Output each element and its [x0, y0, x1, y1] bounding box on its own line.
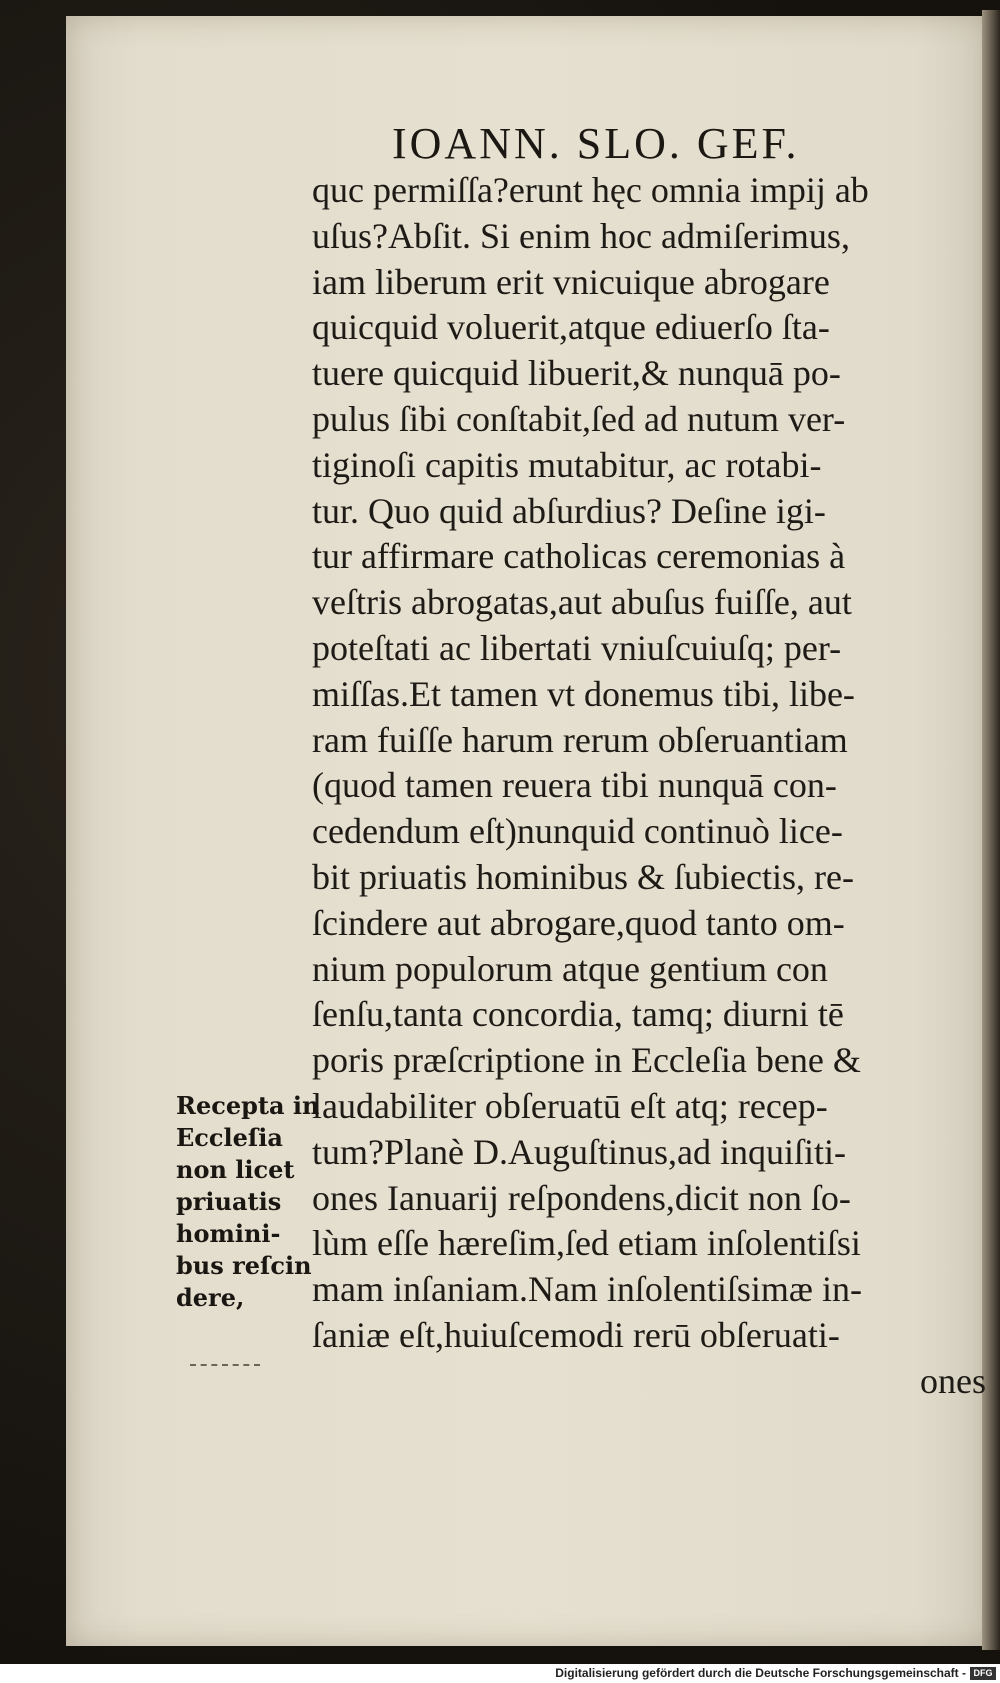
- text-line: uſus?Abſit. Si enim hoc admiſerimus,: [312, 215, 850, 256]
- text-line: poris præſcriptione in Eccleſia bene &: [312, 1040, 861, 1081]
- text-line: veſtris abrogatas,aut abuſus fuiſſe, aut: [312, 582, 852, 623]
- text-line: ſaniæ eſt,huiuſcemodi rerū obſeruati-: [312, 1314, 840, 1355]
- text-line: mam inſaniam.Nam inſolentiſsimæ in-: [312, 1269, 862, 1310]
- digitization-credit: Digitalisierung gefördert durch die Deutsche Forschungsgemeinschaft -: [555, 1666, 966, 1680]
- marginal-note-line: homini-: [176, 1219, 281, 1248]
- text-line: cedendum eſt)nunquid continuò lice-: [312, 811, 843, 852]
- marginal-note-line: priuatis: [176, 1187, 282, 1216]
- dfg-logo: DFG: [970, 1667, 996, 1680]
- text-line: tum?Planè D.Auguſtinus,ad inquiſiti-: [312, 1131, 846, 1172]
- text-line: nium populorum atque gentium con: [312, 948, 828, 989]
- marginal-rule: [190, 1364, 260, 1366]
- text-line: quc permiſſa?erunt hęc omnia impij ab: [312, 170, 869, 210]
- marginal-note: [176, 1090, 336, 1314]
- marginal-note-line: non licet: [176, 1155, 295, 1184]
- text-line: tur affirmare catholicas ceremonias à: [312, 536, 846, 577]
- text-line: tuere quicquid libuerit,& nunquā po-: [312, 353, 841, 394]
- text-line: ſcindere aut abrogare,quod tanto om-: [312, 902, 845, 943]
- text-line: pulus ſibi conſtabit,ſed ad nutum ver-: [312, 398, 846, 439]
- running-header: IOANN. SLO. GEF.: [392, 119, 800, 168]
- marginal-note-line: dere,: [176, 1283, 245, 1312]
- text-line: quicquid voluerit,atque ediuerſo ſta-: [312, 307, 830, 348]
- text-line: (quod tamen reuera tibi nunquā con-: [312, 765, 837, 806]
- text-line: ram fuiſſe harum rerum obſeruantiam: [312, 719, 848, 760]
- text-line: ones Ianuarij reſpondens,dicit non ſo-: [312, 1177, 851, 1218]
- text-line: tur. Quo quid abſurdius? Deſine igi-: [312, 490, 826, 531]
- text-line: bit priuatis hominibus & ſubiectis, re-: [312, 856, 854, 897]
- text-line: poteſtati ac libertati vniuſcuiuſq; per-: [312, 627, 842, 668]
- body-text: [312, 168, 992, 1405]
- text-line: miſſas.Et tamen vt donemus tibi, libe-: [312, 673, 855, 714]
- text-line: lùm eſſe hæreſim,ſed etiam inſolentiſsi: [312, 1223, 861, 1264]
- marginal-note-line: bus reſcin: [176, 1251, 312, 1280]
- text-line: laudabiliter obſeruatū eſt atq; recep-: [312, 1085, 828, 1126]
- marginal-note-line: Eccleſia: [176, 1123, 283, 1152]
- text-line: iam liberum erit vnicuique abrogare: [312, 261, 830, 302]
- marginal-note-line: Recepta in: [176, 1091, 320, 1120]
- catchword: ones: [920, 1360, 986, 1401]
- text-line: ſenſu,tanta concordia, tamq; diurni tē: [312, 994, 844, 1035]
- text-line: tiginoſi capitis mutabitur, ac rotabi-: [312, 444, 822, 485]
